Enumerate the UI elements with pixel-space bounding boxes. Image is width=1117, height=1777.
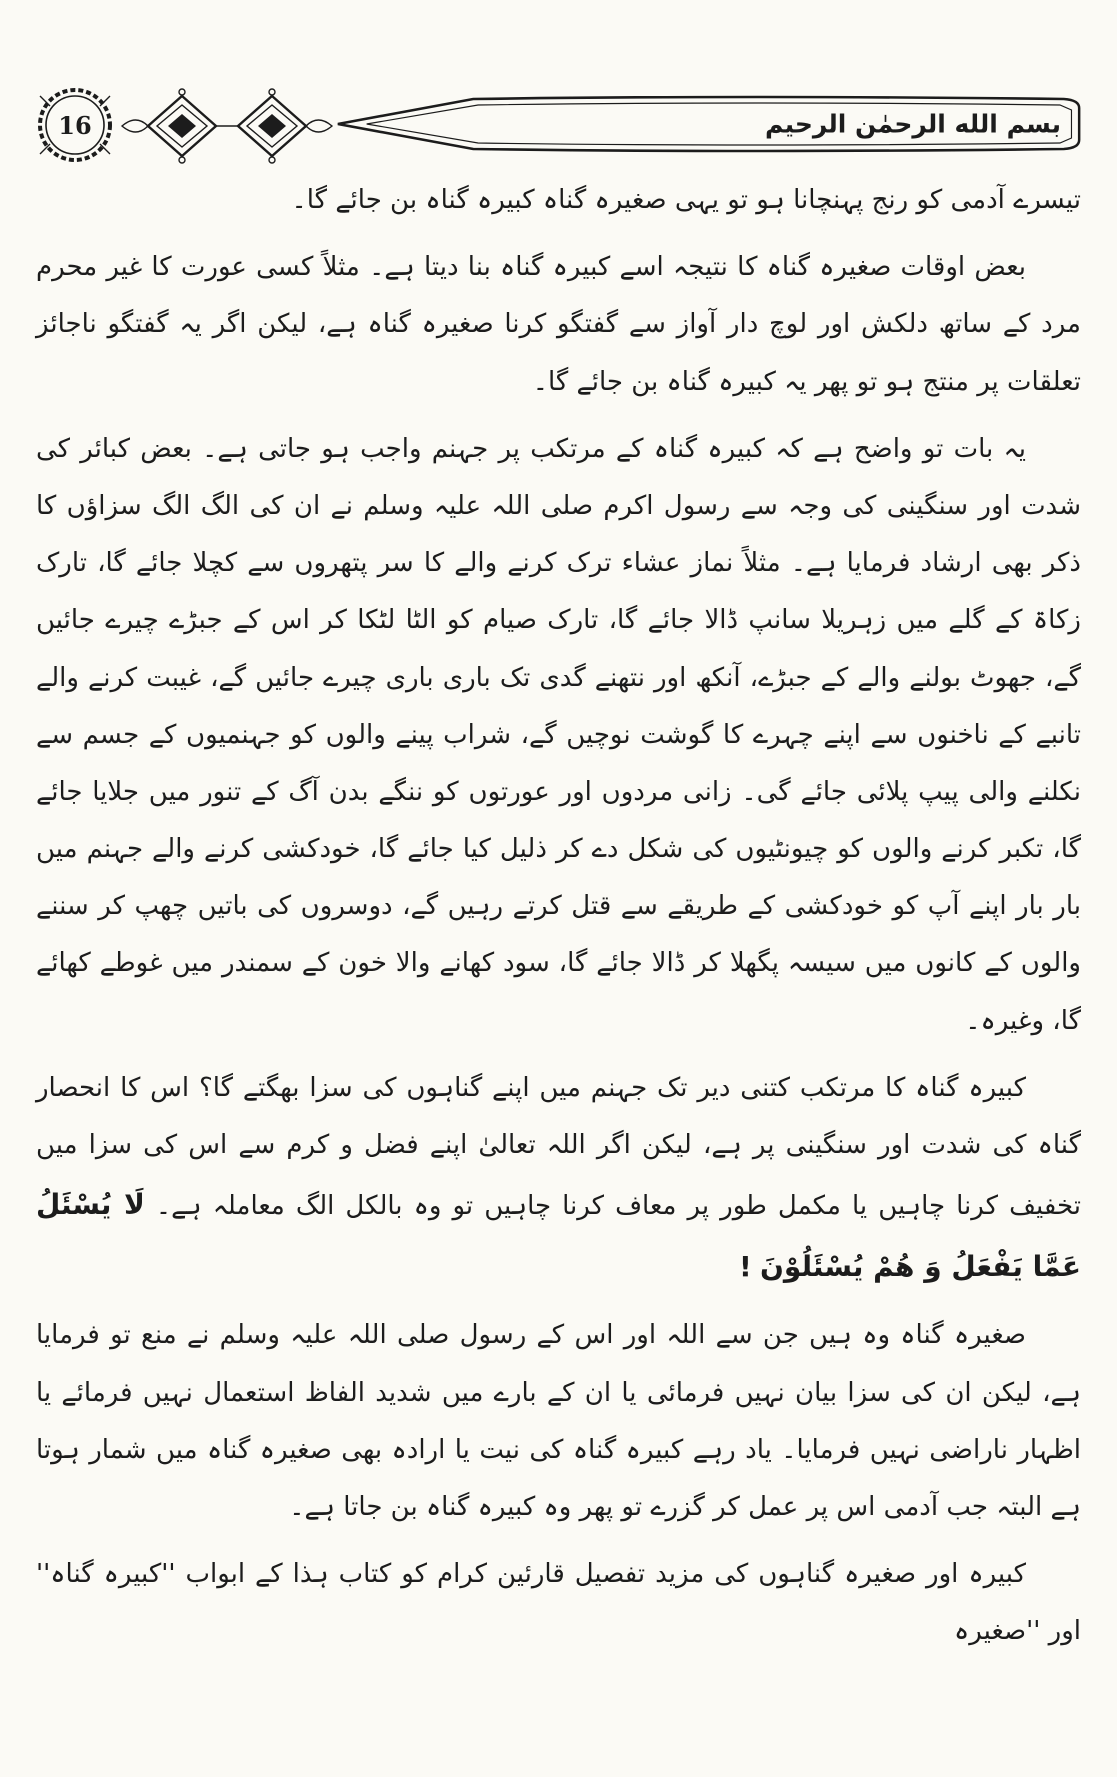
verse-exclamation: ! xyxy=(738,1249,752,1283)
page-number: 16 xyxy=(58,110,92,140)
bismillah-banner xyxy=(334,94,1083,154)
header-ornament xyxy=(112,88,342,164)
paragraph: کبیرہ اور صغیرہ گناہوں کی مزید تفصیل قارئین کرام کو کتاب ہذا کے ابواب ''کبیرہ گناہ'' اور ''صغیرہ xyxy=(36,1559,1081,1647)
paragraph: تیسرے آدمی کو رنج پہنچانا ہو تو یہی صغیرہ گناہ کبیرہ گناہ بن جائے گا۔ xyxy=(291,185,1081,215)
page-header xyxy=(34,82,1085,174)
paragraph-text: کبیرہ گناہ کا مرتکب کتنی دیر تک جہنم میں اپنے گناہوں کی سزا بھگتے گا؟ اس کا انحصار گناہ کی شدت اور سنگینی پر ہے، لیکن اگر اللہ تعالیٰ اپنے فضل و کرم سے اس کی سزا میں تخفیف کرنا چاہیں یا مکمل طور پر معاف کرنا چاہیں تو وہ بالکل الگ معاملہ ہے۔ xyxy=(36,1072,1082,1222)
paragraph: بعض اوقات صغیرہ گناہ کا نتیجہ اسے کبیرہ گناہ بنا دیتا ہے۔ مثلاً کسی عورت کا غیر محرم مرد کے ساتھ دلکش اور لوچ دار آواز سے گفتگو کرنا صغیرہ گناہ ہے، لیکن اگر یہ گفتگو ناجائز تعلقات پر منتج ہو تو پھر یہ کبیرہ گناہ بن جائے گا۔ xyxy=(36,252,1081,397)
paragraph: صغیرہ گناہ وہ ہیں جن سے اللہ اور اس کے رسول صلی اللہ علیہ وسلم نے منع تو فرمایا ہے، لیکن ان کی سزا بیان نہیں فرمائی یا ان کے بارے میں شدید الفاظ استعمال نہیں فرمائے یا اظہار ناراضی نہیں فرمایا۔ یاد رہے کبیرہ گناہ کی نیت یا ارادہ بھی صغیرہ گناہ میں شمار ہوتا ہے البتہ جب آدمی اس پر عمل کر گزرے تو پھر وہ کبیرہ گناہ بن جاتا ہے۔ xyxy=(36,1320,1081,1522)
quran-verse: لَا يُسْئَلُ عَمَّا يَفْعَلُ وَ هُمْ يُسْئَلُوْنَ xyxy=(36,1188,1081,1283)
paragraph xyxy=(36,1060,1081,1298)
page-body xyxy=(36,172,1081,1671)
diamond-ornament-icon xyxy=(112,88,342,164)
page-number-medallion xyxy=(36,86,114,164)
paragraph: یہ بات تو واضح ہے کہ کبیرہ گناہ کے مرتکب پر جہنم واجب ہو جاتی ہے۔ بعض کبائر کی شدت اور سنگینی کی وجہ سے رسول اکرم صلی اللہ علیہ وسلم نے ان کی الگ الگ سزاؤں کا ذکر بھی ارشاد فرمایا ہے۔ مثلاً نماز عشاء ترک کرنے والے کا سر پتھروں سے کچلا جائے گا، تارک زکاۃ کے گلے میں زہریلا سانپ ڈالا جائے گا، تارک صیام کو الٹا لٹکا کر اس کے جبڑے چیرے جائیں گے، جھوٹ بولنے والے کے جبڑے، آنکھ اور نتھنے گدی تک باری باری چیرے جائیں گے، غیبت کرنے والے تانبے کے ناخنوں سے اپنے چہرے کا گوشت نوچیں گے، شراب پینے والوں کو جہنمیوں کے جسم سے نکلنے والی پیپ پلائی جائے گی۔ زانی مردوں اور عورتوں کو ننگے بدن آگ کے تنور میں جلایا جائے گا، تکبر کرنے والوں کو چیونٹیوں کی شکل دے کر ذلیل کیا جائے گا، خودکشی کرنے والے جہنم میں بار بار اپنے آپ کو خودکشی کے طریقے سے قتل کرتے رہیں گے، دوسروں کی باتیں چھپ کر سننے والوں کے کانوں میں سیسہ پگھلا کر ڈالا جائے گا، سود کھانے والا خون کے سمندر میں غوطے کھائے گا، وغیرہ۔ xyxy=(36,433,1081,1036)
bismillah-text: بسم الله الرحمٰن الرحيم xyxy=(765,109,1061,139)
